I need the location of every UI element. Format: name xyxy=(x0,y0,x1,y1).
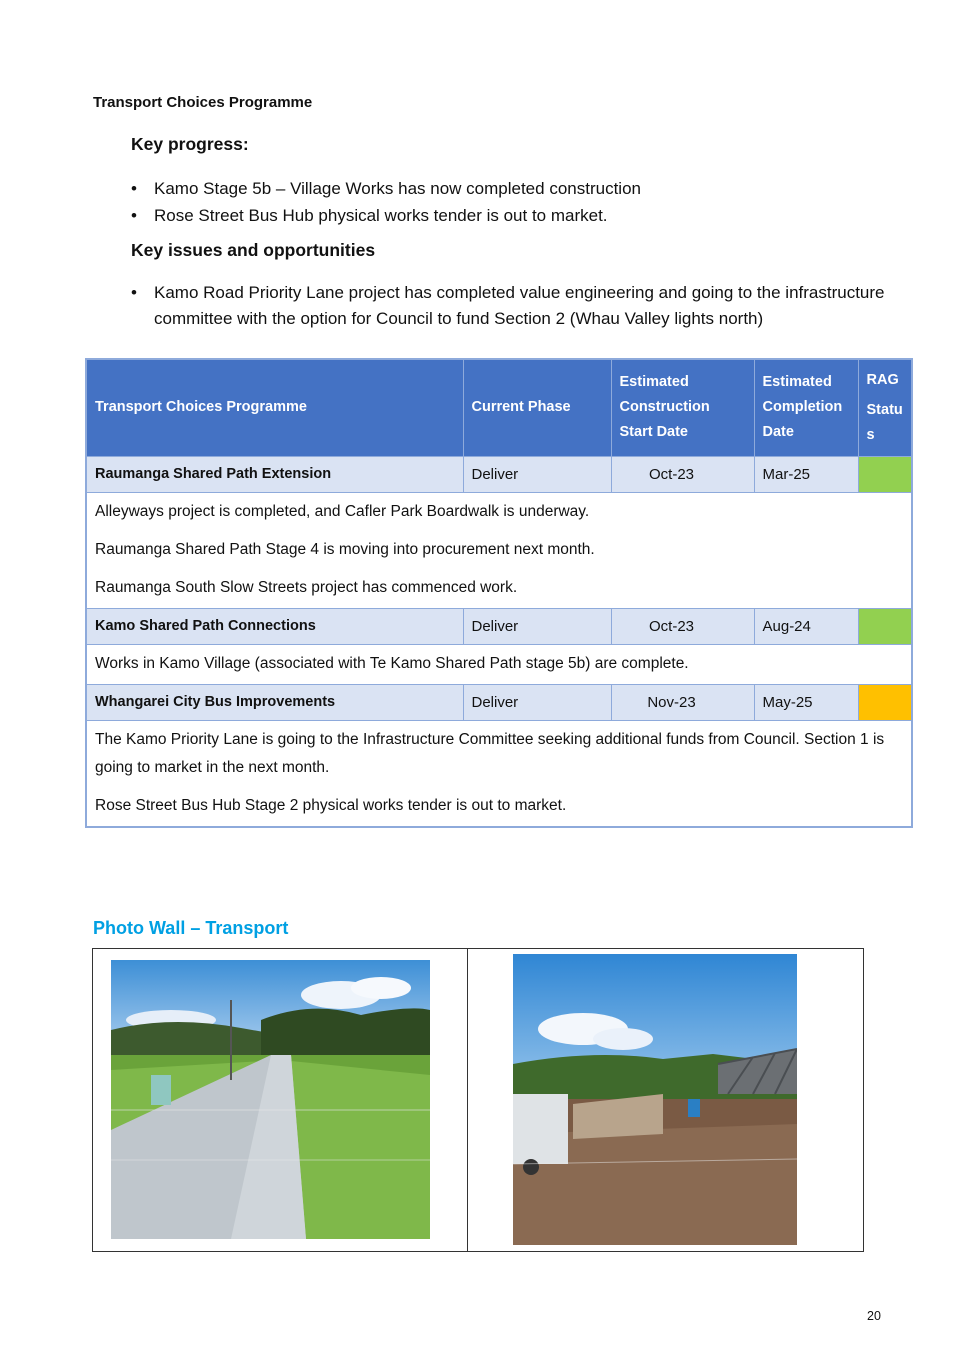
note-text: Rose Street Bus Hub Stage 2 physical works tender is out to market. xyxy=(95,796,567,814)
programme-status-table xyxy=(85,358,913,828)
note-text: Raumanga Shared Path Stage 4 is moving into procurement next month. xyxy=(95,540,595,558)
photo-cell xyxy=(93,949,468,1251)
project-start-date: Oct-23 xyxy=(611,608,754,644)
rag-status-green xyxy=(858,608,912,644)
table-header-row xyxy=(86,359,912,456)
key-issues-list xyxy=(131,280,921,333)
rag-status-green xyxy=(858,456,912,492)
project-phase: Deliver xyxy=(463,684,611,720)
project-name: Whangarei City Bus Improvements xyxy=(86,684,463,720)
rag-status-amber xyxy=(858,684,912,720)
note-text: Raumanga South Slow Streets project has commenced work. xyxy=(95,578,518,596)
photo-cell xyxy=(468,949,863,1251)
construction-site-photo xyxy=(513,954,797,1245)
page-number: 20 xyxy=(867,1309,881,1323)
section-title: Transport Choices Programme xyxy=(93,94,313,111)
table-row xyxy=(86,608,912,644)
header-completion-date: Estimated Completion Date xyxy=(754,359,858,456)
key-progress-heading: Key progress: xyxy=(131,134,249,154)
project-notes xyxy=(86,492,912,608)
photo-wall xyxy=(92,948,864,1252)
list-item: • Rose Street Bus Hub physical works tender is out to market. xyxy=(131,203,921,229)
header-programme: Transport Choices Programme xyxy=(86,359,463,456)
note-text: The Kamo Priority Lane is going to the Infrastructure Committee seeking additional funds from Council. Section 1 is going to market in the next month. xyxy=(95,730,885,776)
note-text: Works in Kamo Village (associated with Te Kamo Shared Path stage 5b) are complete. xyxy=(95,654,689,672)
shared-path-photo xyxy=(111,960,430,1239)
project-notes-row xyxy=(86,644,912,684)
table-row xyxy=(86,456,912,492)
project-completion-date: Aug-24 xyxy=(754,608,858,644)
header-construction-start: Estimated Construction Start Date xyxy=(611,359,754,456)
key-progress-list xyxy=(131,176,921,230)
project-notes xyxy=(86,644,912,684)
project-start-date: Nov-23 xyxy=(611,684,754,720)
photo-wall-heading: Photo Wall – Transport xyxy=(93,918,289,938)
project-name: Kamo Shared Path Connections xyxy=(86,608,463,644)
project-phase: Deliver xyxy=(463,608,611,644)
project-notes xyxy=(86,720,912,827)
key-issues-heading: Key issues and opportunities xyxy=(131,240,376,260)
header-rag-status: RAG Statu s xyxy=(858,359,912,456)
project-completion-date: May-25 xyxy=(754,684,858,720)
project-phase: Deliver xyxy=(463,456,611,492)
project-completion-date: Mar-25 xyxy=(754,456,858,492)
header-current-phase: Current Phase xyxy=(463,359,611,456)
list-item: • Kamo Stage 5b – Village Works has now completed construction xyxy=(131,176,921,202)
note-text: Alleyways project is completed, and Cafler Park Boardwalk is underway. xyxy=(95,502,590,520)
project-name: Raumanga Shared Path Extension xyxy=(86,456,463,492)
table-row xyxy=(86,684,912,720)
project-notes-row xyxy=(86,720,912,827)
project-notes-row xyxy=(86,492,912,608)
project-start-date: Oct-23 xyxy=(611,456,754,492)
list-item: • Kamo Road Priority Lane project has completed value engineering and going to the infrastructure committee with the option for Council to fund Section 2 (Whau Valley lights north) xyxy=(131,280,921,332)
